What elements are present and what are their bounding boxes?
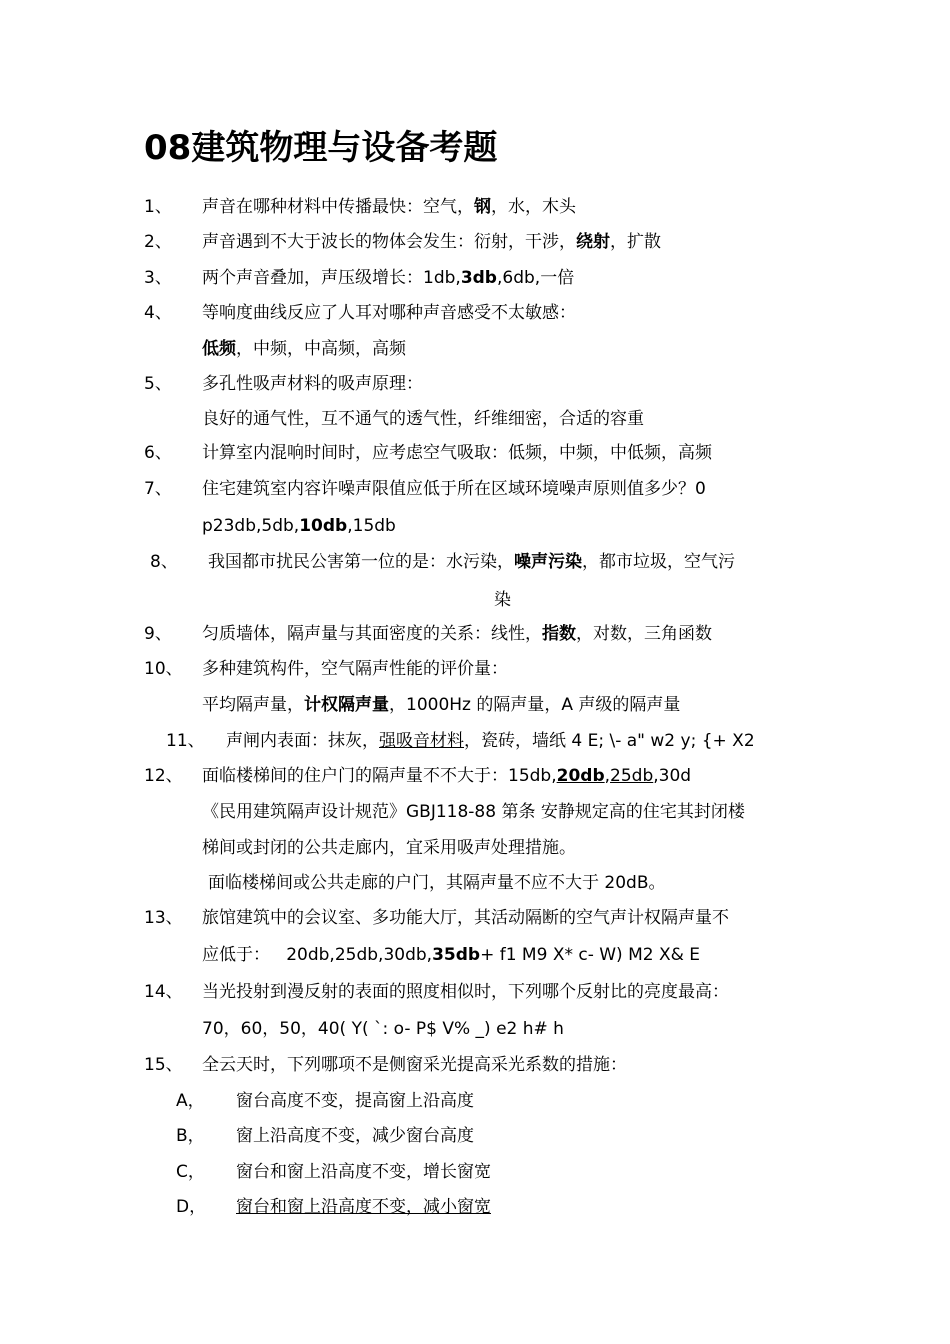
question-5: 多孔性吸声材料的吸声原理： xyxy=(202,374,423,394)
page-title: 08建筑物理与设备考题 xyxy=(144,128,498,168)
question-10: 多种建筑构件，空气隔声性能的评价量： xyxy=(202,659,508,679)
question-2: 声音遇到不大于波长的物体会发生：衍射，干涉，绕射，扩散 xyxy=(202,232,661,252)
option-key: D， xyxy=(176,1197,207,1217)
question-number: 15、 xyxy=(144,1055,183,1075)
answer-4: 低频，中频，中高频，高频 xyxy=(202,339,406,359)
question-13: 旅馆建筑中的会议室、多功能大厅，其活动隔断的空气声计权隔声量不 xyxy=(202,908,729,928)
question-number: 11、 xyxy=(166,731,205,751)
option-key: B， xyxy=(176,1126,205,1146)
question-number: 10、 xyxy=(144,659,183,679)
question-number: 9、 xyxy=(144,624,172,644)
question-9: 匀质墙体，隔声量与其面密度的关系：线性，指数，对数，三角函数 xyxy=(202,624,712,644)
option-c: 窗台和窗上沿高度不变，增长窗宽 xyxy=(236,1162,491,1182)
answer-13: 应低于： 20db,25db,30db,35db+ f1 M9 X* c- W) M2 X& E xyxy=(202,945,701,965)
question-number: 6、 xyxy=(144,443,172,463)
answer-10: 平均隔声量，计权隔声量，1000Hz 的隔声量，A 声级的隔声量 xyxy=(202,695,681,715)
question-14: 当光投射到漫反射的表面的照度相似时，下列哪个反射比的亮度最高： xyxy=(202,982,729,1002)
note-12-1: 《民用建筑隔声设计规范》GBJ118-88 第条 安静规定高的住宅其封闭楼 xyxy=(202,802,745,822)
question-number: 1、 xyxy=(144,197,172,217)
question-number: 3、 xyxy=(144,268,172,288)
question-3: 两个声音叠加，声压级增长：1db,3db,6db,一倍 xyxy=(202,268,575,288)
option-key: A， xyxy=(176,1091,205,1111)
question-number: 13、 xyxy=(144,908,183,928)
question-15: 全云天时，下列哪项不是侧窗采光提高采光系数的措施： xyxy=(202,1055,627,1075)
question-1: 声音在哪种材料中传播最快：空气，钢，水，木头 xyxy=(202,197,576,217)
question-8: 我国都市扰民公害第一位的是：水污染，噪声污染，都市垃圾，空气污 xyxy=(208,552,735,572)
answer-7: p23db,5db,10db,15db xyxy=(202,516,396,536)
question-number: 4、 xyxy=(144,303,172,323)
question-6: 计算室内混响时间时，应考虑空气吸取：低频，中频，中低频，高频 xyxy=(202,443,712,463)
option-key: C， xyxy=(176,1162,205,1182)
answer-5: 良好的通气性，互不通气的透气性，纤维细密，合适的容重 xyxy=(202,409,644,429)
question-7: 住宅建筑室内容许噪声限值应低于所在区域环境噪声原则值多少？0 xyxy=(202,479,706,499)
question-8-cont: 染 xyxy=(494,590,511,610)
question-number: 5、 xyxy=(144,374,172,394)
note-12-2: 梯间或封闭的公共走廊内，宜采用吸声处理措施。 xyxy=(202,838,576,858)
answer-14: 70，60，50，40( Y( `: o- P$ V% _) e2 h# h xyxy=(202,1019,564,1039)
question-4: 等响度曲线反应了人耳对哪种声音感受不太敏感： xyxy=(202,303,576,323)
note-12-3: 面临楼梯间或公共走廊的户门，其隔声量不应不大于 20dB。 xyxy=(208,873,666,893)
option-b: 窗上沿高度不变，减少窗台高度 xyxy=(236,1126,474,1146)
question-number: 14、 xyxy=(144,982,183,1002)
question-number: 12、 xyxy=(144,766,183,786)
option-a: 窗台高度不变，提高窗上沿高度 xyxy=(236,1091,474,1111)
question-number: 2、 xyxy=(144,232,172,252)
question-number: 8、 xyxy=(150,552,178,572)
question-number: 7、 xyxy=(144,479,172,499)
option-d: 窗台和窗上沿高度不变，减小窗宽 xyxy=(236,1197,491,1217)
question-11: 声闸内表面：抹灰，强吸音材料，瓷砖，墙纸 4 E; \- a" w2 y; {+ X2 xyxy=(226,731,755,751)
question-12: 面临楼梯间的住户门的隔声量不不大于：15db,20db,25db,30d xyxy=(202,766,692,786)
